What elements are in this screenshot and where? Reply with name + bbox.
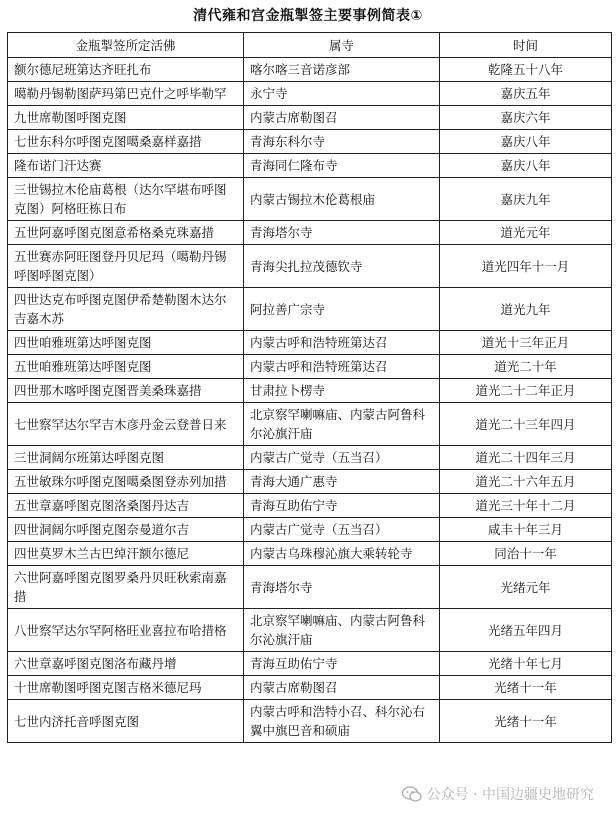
cell-living-buddha: 七世东科尔呼图克图噶桑嘉样嘉措 — [8, 130, 244, 154]
table-row — [8, 154, 612, 178]
cell-time: 道光二十二年正月 — [440, 379, 612, 403]
table-row — [8, 609, 612, 652]
cell-time: 道光元年 — [440, 221, 612, 245]
cell-temple: 内蒙古广觉寺（五当召） — [244, 446, 440, 470]
table-row — [8, 566, 612, 609]
table-row — [8, 178, 612, 221]
table-row — [8, 676, 612, 700]
cell-time: 嘉庆六年 — [440, 106, 612, 130]
cell-time: 道光二十四年三月 — [440, 446, 612, 470]
cell-living-buddha: 九世席勒图呼图克图 — [8, 106, 244, 130]
cell-temple: 北京察罕喇嘛庙、内蒙古阿鲁科尔沁旗汗庙 — [244, 403, 440, 446]
table-row — [8, 245, 612, 288]
cell-time: 光绪十一年 — [440, 676, 612, 700]
header-time: 时间 — [440, 33, 612, 58]
cell-temple: 阿拉善广宗寺 — [244, 288, 440, 331]
cell-temple: 青海同仁隆布寺 — [244, 154, 440, 178]
cell-time: 道光九年 — [440, 288, 612, 331]
cell-living-buddha: 三世洞阔尔班第达呼图克图 — [8, 446, 244, 470]
watermark — [402, 784, 594, 804]
cell-time: 嘉庆八年 — [440, 154, 612, 178]
cell-living-buddha: 十世席勒图呼图克图吉格米德尼玛 — [8, 676, 244, 700]
cell-temple: 永宁寺 — [244, 82, 440, 106]
cell-living-buddha: 四世洞阔尔呼图克图奈曼道尔吉 — [8, 518, 244, 542]
cell-time: 光绪元年 — [440, 566, 612, 609]
cell-time: 同治十一年 — [440, 542, 612, 566]
table-row — [8, 379, 612, 403]
table-title: 清代雍和宫金瓶掣签主要事例简表① — [193, 8, 423, 24]
cell-time: 乾隆五十八年 — [440, 58, 612, 82]
table-row — [8, 542, 612, 566]
cell-living-buddha: 五世赛赤阿旺图登丹贝尼玛（噶勒丹锡呼图呼图克图） — [8, 245, 244, 288]
table-row — [8, 470, 612, 494]
cell-time: 道光二十六年五月 — [440, 470, 612, 494]
cell-time: 嘉庆九年 — [440, 178, 612, 221]
cell-temple: 北京察罕喇嘛庙、内蒙古阿鲁科尔沁旗汗庙 — [244, 609, 440, 652]
table-row — [8, 82, 612, 106]
cell-time: 道光四年十一月 — [440, 245, 612, 288]
cell-temple: 内蒙古呼和浩特班第达召 — [244, 331, 440, 355]
cell-time: 道光十三年正月 — [440, 331, 612, 355]
cell-living-buddha: 隆布诺门汗达赛 — [8, 154, 244, 178]
cell-living-buddha: 五世章嘉呼图克图洛桑图丹达吉 — [8, 494, 244, 518]
cell-living-buddha: 噶勒丹锡勒图萨玛第巴克什之呼毕勒罕 — [8, 82, 244, 106]
cell-living-buddha: 六世阿嘉呼图克图罗桑丹贝旺秋索南嘉措 — [8, 566, 244, 609]
table-row — [8, 446, 612, 470]
cell-time: 道光三十年十二月 — [440, 494, 612, 518]
cell-time: 嘉庆八年 — [440, 130, 612, 154]
header-living-buddha: 金瓶掣签所定活佛 — [8, 33, 244, 58]
cell-temple: 甘肃拉卜楞寺 — [244, 379, 440, 403]
cell-temple: 青海互助佑宁寺 — [244, 494, 440, 518]
table-row — [8, 130, 612, 154]
table-row — [8, 355, 612, 379]
cell-temple: 青海东科尔寺 — [244, 130, 440, 154]
cell-temple: 青海塔尔寺 — [244, 221, 440, 245]
cell-temple: 内蒙古锡拉木伦葛根庙 — [244, 178, 440, 221]
cell-living-buddha: 三世锡拉木伦庙葛根（达尔罕堪布呼图克图）阿格旺栋日布 — [8, 178, 244, 221]
cell-temple: 内蒙古呼和浩特班第达召 — [244, 355, 440, 379]
cell-temple: 内蒙古席勒图召 — [244, 106, 440, 130]
cell-time: 光绪十年七月 — [440, 652, 612, 676]
cell-living-buddha: 五世咱雅班第达呼图克图 — [8, 355, 244, 379]
cell-temple: 内蒙古呼和浩特小召、科尔沁右翼中旗巴音和硕庙 — [244, 700, 440, 743]
table-row — [8, 518, 612, 542]
cell-temple: 青海尖扎拉茂德钦寺 — [244, 245, 440, 288]
watermark-text: 公众号 · 中国边疆史地研究 — [426, 787, 594, 803]
cell-living-buddha: 七世察罕达尔罕吉木彦丹金云登普日来 — [8, 403, 244, 446]
table-row — [8, 288, 612, 331]
cell-living-buddha: 八世察罕达尔罕阿格旺业喜拉布哈措格 — [8, 609, 244, 652]
cell-time: 光绪五年四月 — [440, 609, 612, 652]
cell-temple: 青海大通广惠寺 — [244, 470, 440, 494]
cell-temple: 内蒙古乌珠穆沁旗大乘转轮寺 — [244, 542, 440, 566]
table-row — [8, 403, 612, 446]
table-row — [8, 494, 612, 518]
table-row — [8, 58, 612, 82]
cell-temple: 青海塔尔寺 — [244, 566, 440, 609]
table-row — [8, 652, 612, 676]
cell-temple: 喀尔喀三音诺彦部 — [244, 58, 440, 82]
cell-time: 嘉庆五年 — [440, 82, 612, 106]
cell-living-buddha: 七世内济托音呼图克图 — [8, 700, 244, 743]
table-row — [8, 106, 612, 130]
wechat-icon — [402, 786, 422, 803]
cell-living-buddha: 四世那木喀呼图克图晋美桑珠嘉措 — [8, 379, 244, 403]
cell-time: 光绪十一年 — [440, 700, 612, 743]
table-header-row — [8, 33, 612, 58]
cell-living-buddha: 四世达克布呼图克图伊希楚勒图木达尔吉嘉木苏 — [8, 288, 244, 331]
cell-living-buddha: 四世咱雅班第达呼图克图 — [8, 331, 244, 355]
cell-time: 咸丰十年三月 — [440, 518, 612, 542]
cell-temple: 内蒙古席勒图召 — [244, 676, 440, 700]
data-table — [7, 32, 612, 743]
cell-time: 道光二十三年四月 — [440, 403, 612, 446]
table-body — [8, 58, 612, 743]
cell-living-buddha: 五世阿嘉呼图克图意希格桑克珠嘉措 — [8, 221, 244, 245]
cell-living-buddha: 四世莫罗木兰古巴绰汗额尔德尼 — [8, 542, 244, 566]
cell-living-buddha: 六世章嘉呼图克图洛布藏丹增 — [8, 652, 244, 676]
table-row — [8, 221, 612, 245]
cell-temple: 青海互助佑宁寺 — [244, 652, 440, 676]
cell-living-buddha: 额尔德尼班第达齐旺扎布 — [8, 58, 244, 82]
table-row — [8, 331, 612, 355]
table-row — [8, 700, 612, 743]
cell-temple: 内蒙古广觉寺（五当召） — [244, 518, 440, 542]
cell-living-buddha: 五世敏珠尔呼图克图噶桑图登赤列加措 — [8, 470, 244, 494]
header-temple: 属寺 — [244, 33, 440, 58]
cell-time: 道光二十年 — [440, 355, 612, 379]
